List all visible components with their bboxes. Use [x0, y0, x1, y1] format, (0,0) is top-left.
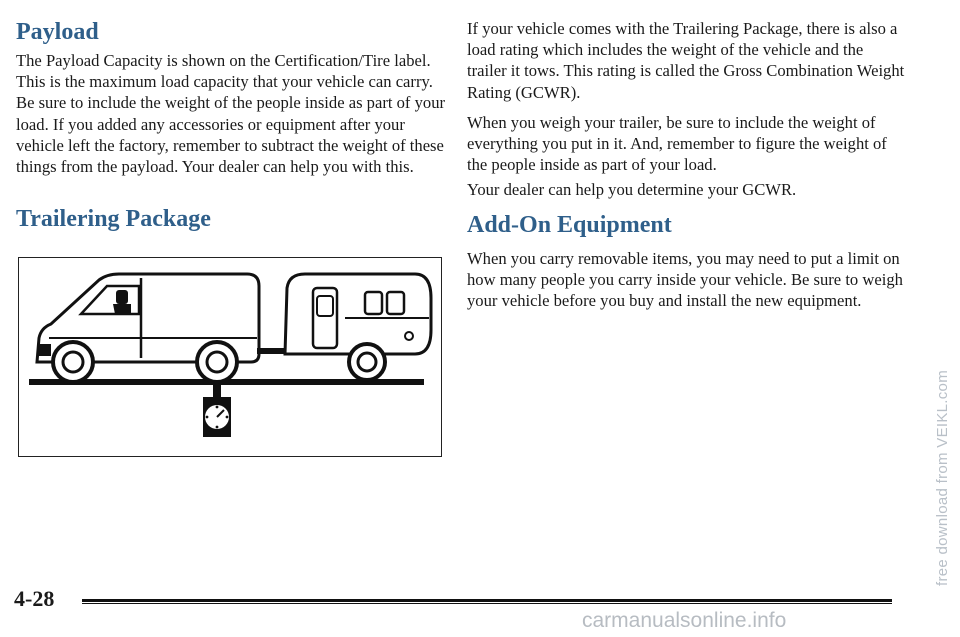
trailering-paragraph: If your vehicle comes with the Trailering Package, there is also a load rating which includes the weight of the vehicle and the trailer it tows. This rating is called the Gross Combination Weight Rating (GCWR).: [467, 19, 905, 102]
add-on-equipment-paragraph: When you carry removable items, you may need to put a limit on how many people you carry inside your vehicle. Be sure to weigh your vehicle before you buy and install the new equipment.: [467, 249, 903, 311]
van-trailer-scale-drawing: [19, 258, 440, 455]
add-on-equipment-heading: Add-On Equipment: [467, 212, 672, 238]
site-footer-text: carmanualsonline.info: [582, 609, 787, 632]
footer-rule: [82, 599, 892, 605]
payload-paragraph: The Payload Capacity is shown on the Certification/Tire label. This is the maximum load capacity that your vehicle can carry. Be sure to include the weight of the people inside as part of your load. If you added any accessories or equipment after your vehicle left the factory, remember to subtract the weight of these things from the payload. Your dealer can help you with this.: [16, 51, 446, 177]
trailer-icon: [285, 274, 431, 380]
weigh-trailer-paragraph: When you weigh your trailer, be sure to include the weight of everything you put in it. And, remember to figure the weight of the people inside as part of your load.: [467, 113, 887, 175]
trailering-package-heading: Trailering Package: [16, 206, 211, 232]
watermark: [912, 296, 960, 586]
trailering-illustration: [18, 257, 442, 457]
watermark-text: free download from VEIKL.com: [934, 370, 951, 586]
dealer-gcwr-paragraph: Your dealer can help you determine your GCWR.: [467, 180, 797, 199]
van-icon: [37, 274, 287, 382]
page-number: 4-28: [14, 586, 55, 611]
payload-heading: Payload: [16, 19, 99, 45]
scale-icon: [203, 385, 231, 437]
